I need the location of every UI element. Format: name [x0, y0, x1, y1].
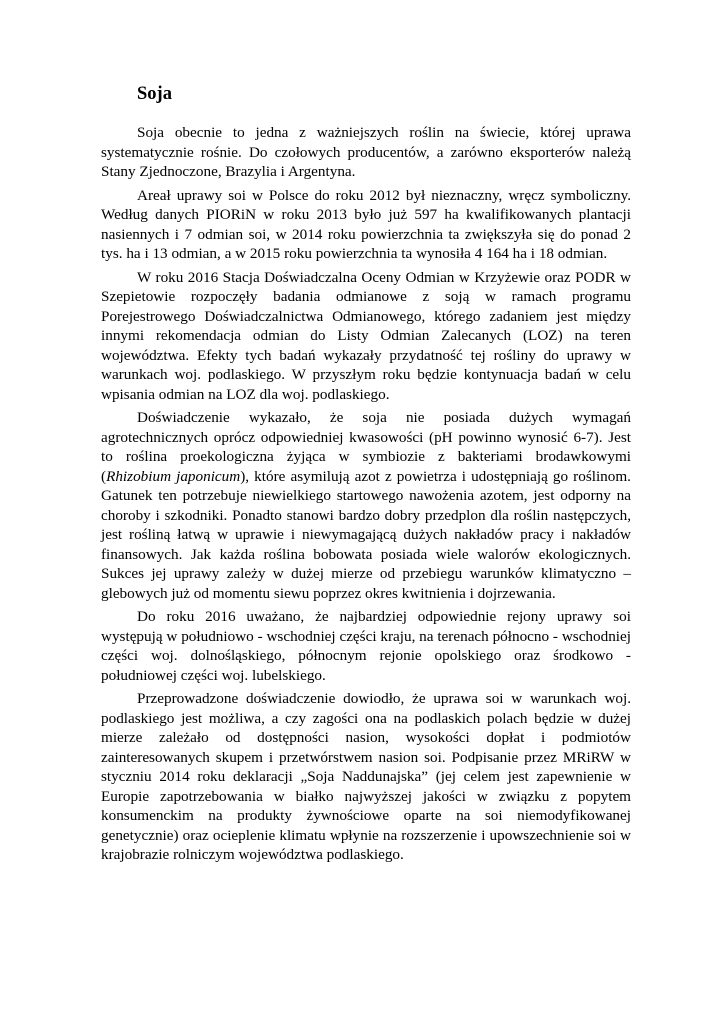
paragraph-4 [101, 408, 631, 603]
paragraph-4-rest: ), które asymilują azot z powietrza i udostępniają go roślinom. Gatunek ten potrzebuje niewielkiego startowego nawożenia azotem, jest odporny na choroby i szkodniki. Ponadto stanowi bardzo dobry przedplon dla roślin następczych, jest rośliną łatwą w uprawie i niewymagającą dużych nakładów pracy i nakładów finansowych. Jak każda roślina bobowata posiada wiele walorów ekologicznych. Sukces jej uprawy zależy w dużej mierze od przebiegu warunków klimatyczno – glebowych już od momentu siewu poprzez okres kwitnienia i dojrzewania. [101, 467, 631, 602]
paragraph-6: Przeprowadzone doświadczenie dowiodło, że uprawa soi w warunkach woj. podlaskiego jest możliwa, a czy zagości ona na podlaskich polach będzie w dużej mierze zależało od dostępności nasion, wysokości dopłat i podmiotów zainteresowanych skupem i przetwórstwem nasion soi. Podpisanie przez MRiRW w styczniu 2014 roku deklaracji „Soja Naddunajska” (jej celem jest zapewnienie w Europie zapotrzebowania w białko najwyższej jakości w związku z popytem konsumenckim na produkty żywnościowe oparte na soi niemodyfikowanej genetycznie) oraz ocieplenie klimatu wpłynie na rozszerzenie i upowszechnienie soi w krajobrazie rolniczym województwa podlaskiego. [101, 690, 631, 863]
paragraph-1: Soja obecnie to jedna z ważniejszych roślin na świecie, której uprawa systematycznie rośnie. Do czołowych producentów, a zarówno eksporterów należą Stany Zjednoczone, Brazylia i Argentyna. [101, 124, 631, 180]
paragraph-4-start: Doświadczenie wykazało, że soja nie posiada dużych wymagań agrotechnicznych oprócz odpowiedniej kwasowości (pH powinno wynosić 6-7). Jest to roślina proekologiczna żyjąca w symbiozie z bakteriami brodawkowymi ( [101, 409, 631, 485]
species-name: Rhizobium japonicum [106, 467, 241, 485]
document-page [101, 82, 631, 869]
paragraph-5: Do roku 2016 uważano, że najbardziej odpowiednie rejony uprawy soi występują w południowo - wschodniej części kraju, na terenach północno - wschodniej części woj. dolnośląskiego, północnym rejonie opolskiego oraz środkowo - południowej części woj. lubelskiego. [101, 608, 631, 684]
document-title: Soja [137, 84, 172, 104]
paragraph-2: Areał uprawy soi w Polsce do roku 2012 był nieznaczny, wręcz symboliczny. Według danych PIORiN w roku 2013 było już 597 ha kwalifikowanych plantacji nasiennych i 7 odmian soi, w 2014 roku powierzchnia ta zwiększyła się do ponad 2 tys. ha i 13 odmian, a w 2015 roku powierzchnia ta wynosiła 4 164 ha i 18 odmian. [101, 186, 631, 262]
paragraph-3: W roku 2016 Stacja Doświadczalna Oceny Odmian w Krzyżewie oraz PODR w Szepietowie rozpoczęły badania odmianowe z soją w ramach programu Porejestrowego Doświadczalnictwa Odmianowego, którego zadaniem jest między innymi rekomendacja odmian do Listy Odmian Zalecanych (LOZ) na teren województwa. Efekty tych badań wykazały przydatność tej rośliny do uprawy w warunkach woj. podlaskiego. W przyszłym roku będzie kontynuacja badań w celu wpisania odmian na LOZ dla woj. podlaskiego. [101, 268, 631, 403]
